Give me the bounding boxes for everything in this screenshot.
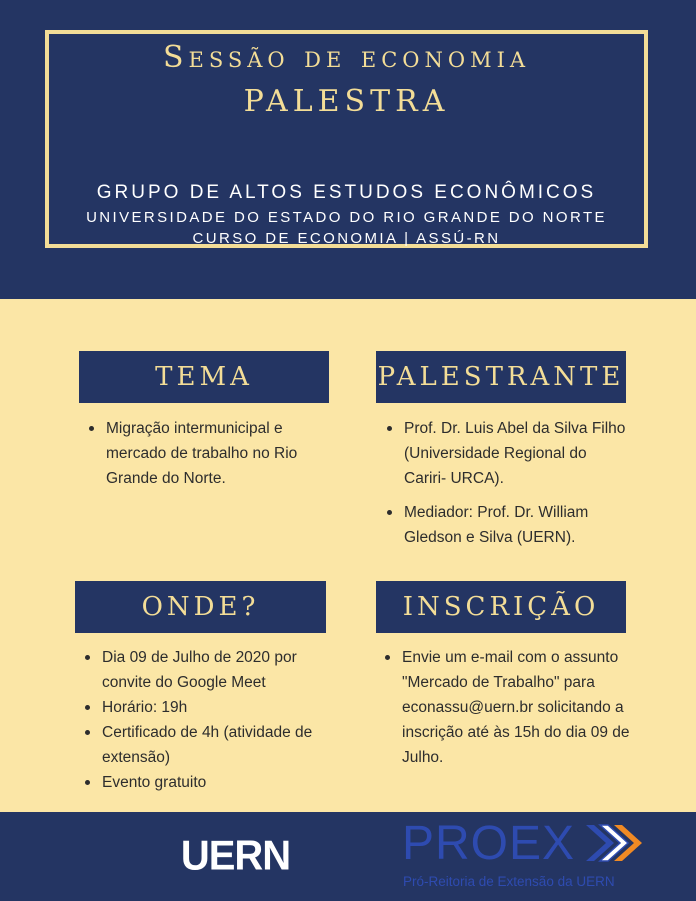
- proex-subtitle: Pró-Reitoria de Extensão da UERN: [403, 874, 615, 889]
- list-item: Migração intermunicipal e mercado de trabalho no Rio Grande do Norte.: [86, 416, 311, 491]
- course-name: CURSO DE ECONOMIA | ASSÚ-RN: [192, 230, 501, 247]
- list-item: Prof. Dr. Luis Abel da Silva Filho (Universidade Regional do Cariri- URCA).: [384, 416, 629, 491]
- list-item: Envie um e-mail com o assunto "Mercado de Trabalho" para econassu@uern.br solicitando a inscrição até às 15h do dia 09 de Julho.: [382, 645, 637, 770]
- header-banner: [0, 0, 696, 299]
- onde-heading: ONDE?: [75, 581, 326, 633]
- palestrante-list: [384, 416, 629, 559]
- palestrante-heading: PALESTRANTE: [376, 351, 626, 403]
- event-subtitle: PALESTRA: [243, 84, 450, 119]
- list-item: Dia 09 de Julho de 2020 por convite do Google Meet: [82, 645, 332, 695]
- list-item: Evento gratuito: [82, 770, 332, 795]
- proex-arrows-icon: [580, 821, 650, 865]
- title-frame: [45, 30, 648, 248]
- footer-banner: [0, 812, 696, 901]
- inscricao-list: [382, 645, 637, 779]
- university-name: UNIVERSIDADE DO ESTADO DO RIO GRANDE DO NORTE: [86, 209, 607, 226]
- group-name: GRUPO DE ALTOS ESTUDOS ECONÔMICOS: [96, 182, 597, 203]
- inscricao-heading: INSCRIÇÃO: [376, 581, 626, 633]
- list-item: Horário: 19h: [82, 695, 332, 720]
- list-item: Certificado de 4h (atividade de extensão): [82, 720, 332, 770]
- list-item: Mediador: Prof. Dr. William Gledson e Silva (UERN).: [384, 500, 629, 550]
- tema-list: [86, 416, 311, 500]
- tema-heading: TEMA: [79, 351, 329, 403]
- onde-list: [82, 645, 332, 795]
- uern-logo: UERN: [180, 832, 291, 880]
- event-title: Sessão de economia: [162, 40, 531, 75]
- proex-logo: PROEX: [402, 817, 576, 870]
